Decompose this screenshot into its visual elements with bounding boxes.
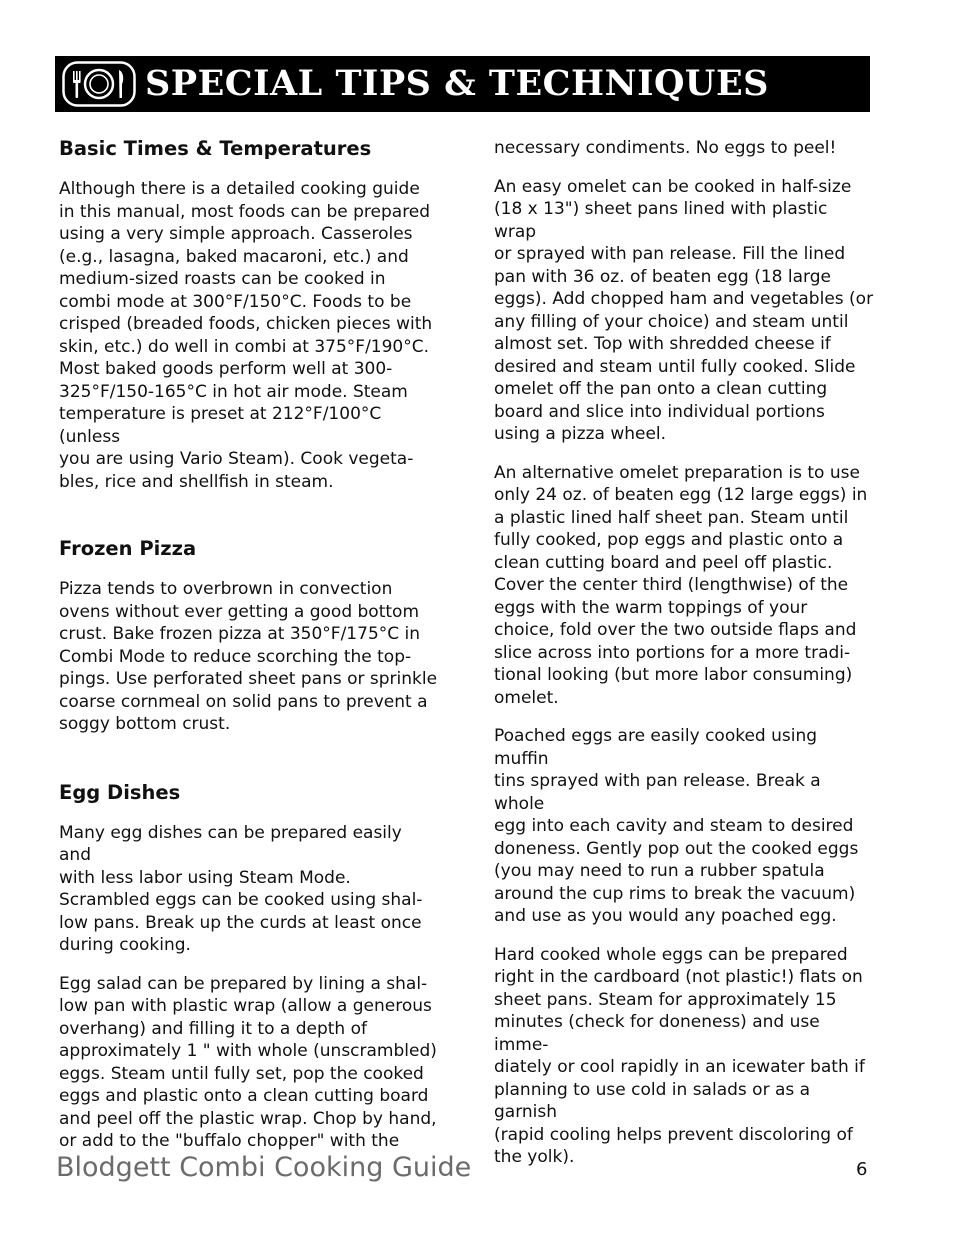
paragraph-easy-omelet: An easy omelet can be cooked in half-size (18 x 13") sheet pans lined with plastic wrap or sprayed with pan release. Fill the lined pan with 36 oz. of beaten egg (18 large eggs). Add chopped ham and vegetables (or any filling of your choice) and steam until almost set. Top with shredded cheese if desired and steam until fully cooked. Slide omelet off the pan onto a clean cutting board and slice into individual portions using a pizza wheel.	[494, 176, 874, 444]
paragraph-alternative-omelet: An alternative omelet preparation is to use only 24 oz. of beaten egg (12 large eggs) in a plastic lined half sheet pan. Steam until fully cooked, pop eggs and plastic onto a clean cutting board and peel off plastic. Cover the center third (lengthwise) of the eggs with the warm toppings of your choice, fold over the two outside flaps and slice across into portions for a more tradi- tional looking (but more labor consuming) omelet.	[494, 462, 868, 708]
paragraph-scrambled-eggs: Many egg dishes can be prepared easily and with less labor using Steam Mode. Scrambled eggs can be cooked using shal- low pans. Break up the curds at least once during cooking.	[59, 822, 423, 955]
paragraph-basic-times: Although there is a detailed cooking guide in this manual, most foods can be prepared using a very simple approach. Casseroles (e.g., lasagna, baked macaroni, etc.) and medium-sized roasts can be cooked in combi mode at 300°F/150°C. Foods to be crisped (breaded foods, chicken pieces with skin, etc.) do well in combi at 375°F/190°C. Most baked goods perform well at 300- 325°F/150-165°C in hot air mode. Steam temperature is preset at 212°F/100°C (unless you are using Vario Steam). Cook vegeta- bles, rice and shellfish in steam.	[59, 179, 433, 492]
heading-egg-dishes: Egg Dishes	[59, 780, 181, 804]
guide-title: Blodgett Combi Cooking Guide	[56, 1152, 472, 1183]
heading-frozen-pizza: Frozen Pizza	[59, 537, 197, 560]
right-column	[494, 130, 874, 1169]
left-column	[59, 130, 439, 1153]
paragraph-egg-salad: Egg salad can be prepared by lining a shal- low pan with plastic wrap (allow a generous overhang) and filling it to a depth of approximately 1 " with whole (unscrambled) eggs. Steam until fully set, pop the cooked eggs and plastic onto a clean cutting board and peel off the plastic wrap. Chop by hand, or add to the "buffalo chopper" with the	[59, 973, 437, 1151]
heading-basic-times: Basic Times & Temperatures	[59, 137, 372, 160]
paragraph-poached-eggs: Poached eggs are easily cooked using muffin tins sprayed with pan release. Break a whole egg into each cavity and steam to desired doneness. Gently pop out the cooked eggs (you may need to run a rubber spatula around the cup rims to break the vacuum) and use as you would any poached egg.	[494, 726, 859, 926]
paragraph-frozen-pizza: Pizza tends to overbrown in convection ovens without ever getting a good bottom crust. Bake frozen pizza at 350°F/175°C in Combi Mode to reduce scorching the top- pings. Use perforated sheet pans or sprinkle coarse cornmeal on solid pans to prevent a soggy bottom crust.	[59, 579, 438, 734]
page-number: 6	[856, 1159, 868, 1180]
paragraph-continuation: necessary condiments. No eggs to peel!	[494, 138, 837, 158]
page-title: SPECIAL TIPS & TECHNIQUES	[145, 63, 769, 104]
paragraph-hard-cooked-eggs: Hard cooked whole eggs can be prepared right in the cardboard (not plastic!) flats on sheet pans. Steam for approximately 15 minutes (check for doneness) and use imme- diately or cool rapidly in an icewater bath if planning to use cold in salads or as a garnish (rapid cooling helps prevent discoloring of the yolk).	[494, 944, 865, 1167]
section-banner	[55, 56, 870, 112]
plate-fork-knife-icon	[62, 61, 136, 107]
